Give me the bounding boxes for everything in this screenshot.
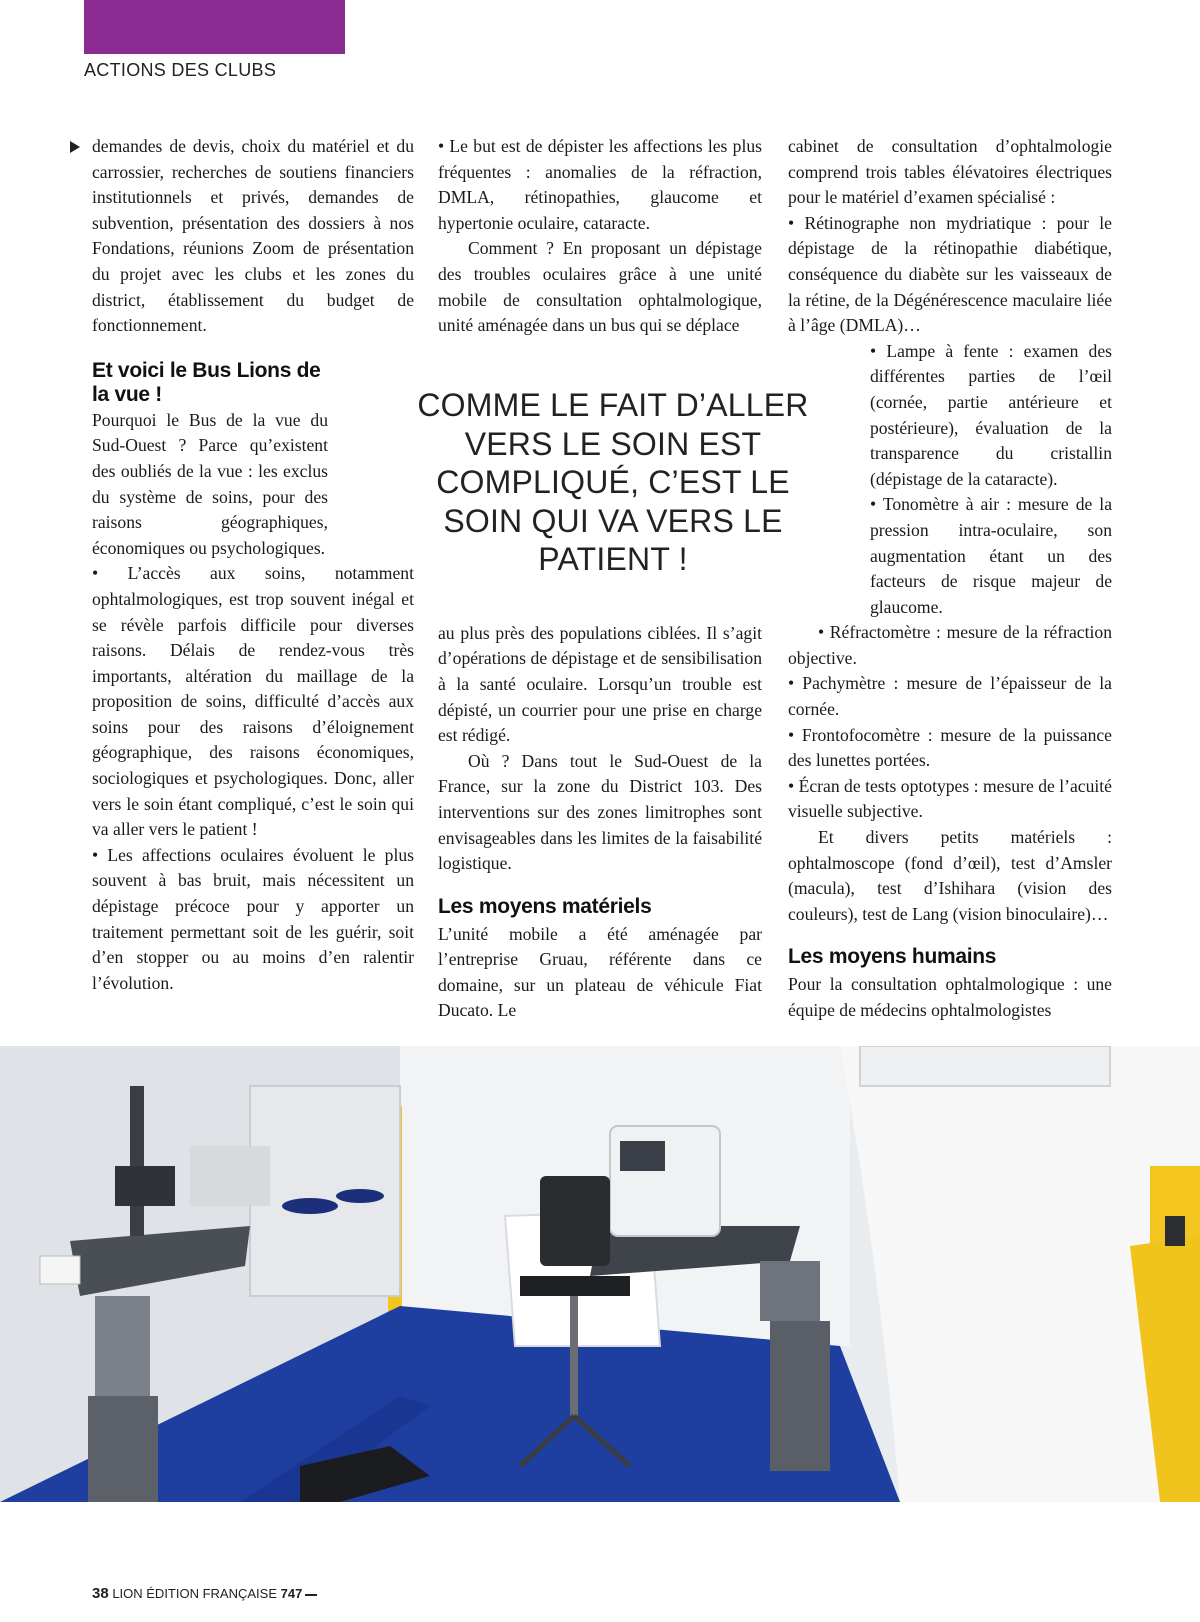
section-color-bar	[84, 0, 345, 54]
paragraph: • Écran de tests optotypes : mesure de l’acuité visuelle subjective.	[788, 775, 1112, 822]
heading-moyens-materiels: Les moyens matériels	[438, 894, 652, 918]
paragraph: • Le but est de dépister les affections les plus fréquentes : anomalies de la réfraction, DMLA, rétinopathies, glaucome et hypertonie oculaire, cataracte.	[438, 136, 762, 233]
section-label: ACTIONS DES CLUBS	[84, 60, 277, 80]
heading-bus-lions: Et voici le Bus Lions de la vue !	[92, 358, 321, 406]
paragraph: • Pachymètre : mesure de l’épaisseur de la cornée.	[788, 673, 1112, 720]
heading-moyens-humains: Les moyens humains	[788, 945, 997, 969]
paragraph: • Frontofocomètre : mesure de la puissance des lunettes portées.	[788, 724, 1112, 771]
paragraph: • Tonomètre à air : mesure de la pression intra-oculaire, son augmentation étant un des facteurs de risque majeur de glaucome.	[870, 494, 1112, 617]
paragraph	[92, 561, 414, 843]
issue-number: 747	[280, 1586, 303, 1601]
paragraph: Pourquoi le Bus de la vue du Sud-Ouest ? Parce qu’existent des oubliés de la vue : les exclus du système de soins, pour des raisons géographiques, économiques ou psychologiques.	[92, 409, 328, 558]
publication-name: LION ÉDITION FRANÇAISE	[112, 1586, 278, 1601]
paragraph: Comment ? En proposant un dépistage des troubles oculaires grâce à une unité mobile de consultation ophtalmologique, unité aménagée dans un bus qui se déplace	[438, 238, 762, 336]
pull-quote: COMME LE FAIT D’ALLER VERS LE SOIN EST COMPLIQUÉ, C’EST LE SOIN QUI VA VERS LE PATIENT !	[417, 387, 809, 577]
paragraph: cabinet de consultation d’ophtalmologie comprend trois tables élévatoires électriques pour le matériel d’examen spécialisé :	[788, 136, 1112, 208]
paragraph: • Réfractomètre : mesure de la réfraction objective.	[788, 622, 1112, 668]
paragraph: Et divers petits matériels : ophtalmoscope (fond d’œil), test d’Amsler (macula), test d’Ishihara (vision des couleurs), test de Lang (vision binoculaire)…	[788, 827, 1112, 924]
footer-dash	[305, 1594, 317, 1596]
paragraph: • Lampe à fente : examen des différentes parties de l’œil (cornée, partie antérieure et postérieure), évaluation de la transparence du cristallin (dépistage de la cataracte).	[870, 340, 1112, 489]
paragraph-text: • L’accès aux soins, notamment ophtalmologiques, est trop souvent inégal et se révèle parfois difficile pour diverses raisons. Délais de rendez-vous très importants, altération du maillage de la proposition de soins, difficulté d’accès aux soins pour des raisons d’éloignement géographique, des raisons économiques, sociologiques et psychologiques. Donc, aller vers le soin étant compliqué, c’est le soin qui va aller vers le patient !	[92, 563, 414, 840]
paragraph: Où ? Dans tout le Sud-Ouest de la France, sur la zone du District 103. Des interventions sur des zones limitrophes sont envisageables dans les limites de la faisabilité logistique.	[438, 750, 762, 874]
paragraph: • Les affections oculaires évoluent le plus souvent à bas bruit, mais nécessitent un dépistage précoce pour y apporter un traitement permettant soit de les guérir, soit d’en stopper ou au moins d’en ralentir l’évolution.	[92, 844, 414, 993]
photo-bus-interior	[0, 1046, 1200, 1502]
paragraph: Pour la consultation ophtalmologique : une équipe de médecins ophtalmologistes	[788, 974, 1112, 1020]
column-1	[92, 134, 414, 996]
paragraph: au plus près des populations ciblées. Il s’agit d’opérations de dépistage et de sensibilisation à la santé oculaire. Lorsqu’un trouble est dépisté, un courrier pour une prise en charge est rédigé.	[438, 622, 762, 746]
page-number: 38	[92, 1585, 109, 1602]
column-2	[438, 134, 762, 1024]
paragraph: demandes de devis, choix du matériel et du carrossier, recherches de soutiens financiers institutionnels et privés, demandes de subvention, présentation des dossiers à nos Fondations, réunions Zoom de présentation du projet avec les clubs et les zones du district, établissement du budget de fonctionnement.	[92, 136, 414, 336]
column-3	[788, 134, 1112, 1024]
paragraph: L’unité mobile a été aménagée par l’entreprise Gruau, référente dans ce domaine, sur un plateau de véhicule Fiat Ducato. Le	[438, 923, 762, 1021]
paragraph: • Rétinographe non mydriatique : pour le dépistage de la rétinopathie diabétique, conséquence du diabète sur les vaisseaux de la rétine, de la Dégénérescence maculaire liée à l’âge (DMLA)…	[788, 212, 1112, 336]
page-footer	[92, 1585, 317, 1602]
continuation-arrow-icon	[70, 141, 80, 153]
